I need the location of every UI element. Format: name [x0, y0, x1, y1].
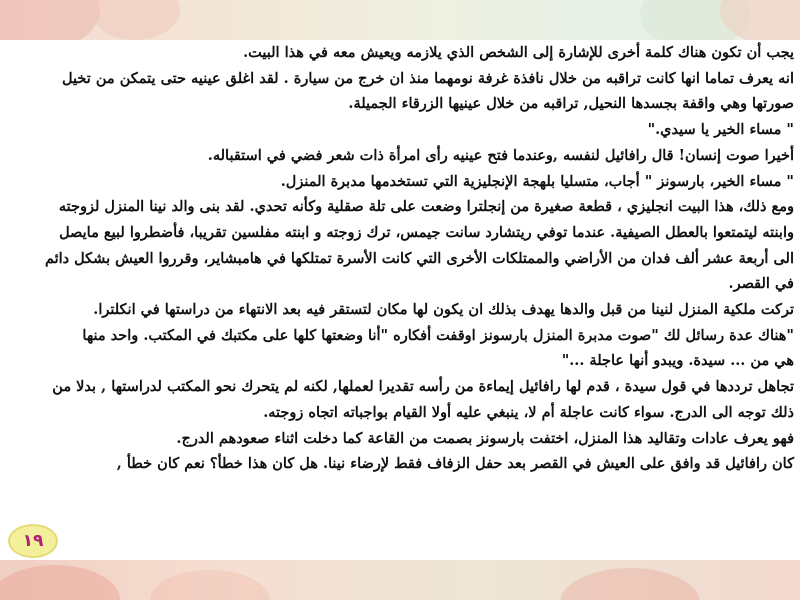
text-line: وابنته ليتمتعوا بالعطل الصيفية. عندما توفي ريتشارد سانت جيمس، ترك زوجته و ابنته مفلسين تقريبا، فأضطروا لبيع مايصل: [59, 223, 794, 241]
text-line: صورتها وهي واقفة بجسدها النحيل, تراقبه من خلال عينيها الزرقاء الجميلة.: [348, 95, 794, 113]
text-line: فهو يعرف عادات وتقاليد هذا المنزل، اختفت بارسونز بصمت من القاعة كما دخلت اثناء صعودهم الدرج.: [176, 429, 794, 447]
rose-decoration: [560, 568, 700, 600]
page-number: ١٩: [22, 531, 44, 551]
page-number-badge: [8, 524, 58, 558]
text-line: أخيرا صوت إنسان! قال رافائيل لنفسه ,وعندما فتح عينيه رأى امرأة ذات شعر فضي في استقباله.: [207, 146, 794, 164]
text-line: ومع ذلك، هذا البيت انجليزي ، قطعة صغيرة من إنجلترا وضعت على تلة صقلية وكأنه تحدي. لقد بنى والد نينا المنزل لزوجته: [58, 198, 794, 216]
document-page: [0, 40, 800, 560]
text-line: "هناك عدة رسائل لك "صوت مدبرة المنزل بارسونز اوقفت أفكاره "أنا وضعتها كلها على مكتبك في المكتب. واحد منها: [82, 326, 794, 344]
decorative-roses-top-band: [0, 0, 800, 40]
text-line: الى أربعة عشر ألف فدان من الأراضي والممتلكات الأخرى التي كانت الأسرة تمتلكها في هامبشاير، وقرروا العيش بشكل دائم: [44, 249, 794, 267]
rose-decoration: [90, 0, 180, 40]
body-text: [10, 40, 794, 477]
text-line: هي من ... سيدة. ويبدو أنها عاجلة ...": [561, 352, 794, 370]
text-line: في القصر.: [728, 275, 794, 293]
text-line: تركت ملكية المنزل لنينا من قبل والدها يهدف بذلك ان يكون لها مكان لتستقر فيه بعد الانتهاء من دراستها في انكلترا.: [93, 301, 794, 319]
text-line: " مساء الخير، بارسونز " أجاب، متسليا بلهجة الإنجليزية التي تستخدمها مدبرة المنزل.: [280, 172, 794, 190]
text-line: " مساء الخير يا سيدي.": [647, 121, 794, 139]
text-line: يجب أن تكون هناك كلمة أخرى للإشارة إلى الشخص الذي يلازمه ويعيش معه في هذا البيت.: [243, 44, 794, 61]
rose-decoration: [0, 0, 100, 40]
text-line: كان رافائيل قد وافق على العيش في القصر بعد حفل الزفاف فقط لإرضاء نينا. هل كان هذا خطأ؟ نعم كان خطأ ,: [116, 455, 794, 473]
text-line: انه يعرف تماما انها كانت تراقبه من خلال نافذة غرفة نومهما منذ ان خرج من سيارة . لقد اغلق عينيه حتى يتمكن من تخيل: [62, 69, 794, 87]
rose-decoration: [0, 565, 120, 600]
text-line: ذلك توجه الى الدرج. سواء كانت عاجلة أم لا، ينبغي عليه أولا القيام بواجباته اتجاه زوجته.: [263, 403, 794, 421]
rose-decoration: [150, 570, 270, 600]
decorative-roses-bottom-band: [0, 560, 800, 600]
text-line: تجاهل تردد‌ها في قول سيدة ، قدم لها رافائيل إيماءة من رأسه تقديرا لعملها, لكنه لم يتحرك نحو المكتب لدراستها , بدلا من: [52, 378, 794, 396]
